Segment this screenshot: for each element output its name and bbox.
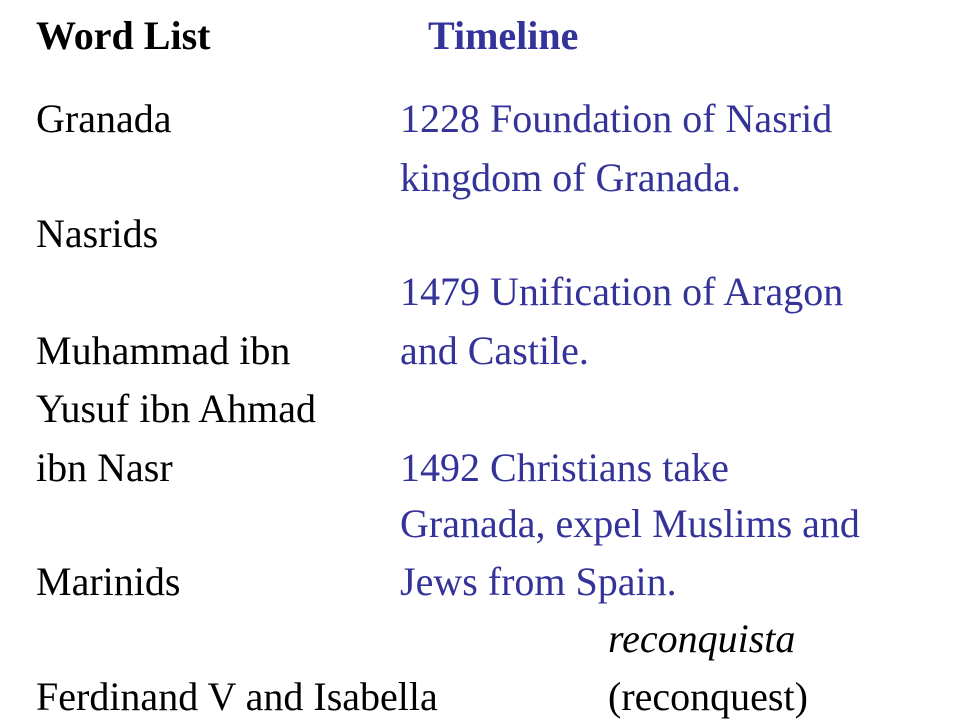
timeline-1228-line1: 1228 Foundation of Nasrid (400, 96, 833, 141)
timeline-heading: Timeline (428, 13, 579, 58)
word-list-heading: Word List (36, 13, 211, 58)
word-nasrids: Nasrids (36, 211, 159, 256)
word-muhammad-line1: Muhammad ibn (36, 328, 291, 373)
timeline-1479-line2: and Castile. (400, 328, 589, 373)
timeline-1228-line2: kingdom of Granada. (400, 155, 742, 200)
timeline-1492-line3: Jews from Spain. (400, 559, 677, 604)
word-muhammad-line2: Yusuf ibn Ahmad (36, 386, 316, 431)
word-marinids: Marinids (36, 559, 181, 604)
reconquista-translation: (reconquest) (608, 674, 808, 719)
word-granada: Granada (36, 96, 172, 141)
word-ferdinand-isabella: Ferdinand V and Isabella (36, 674, 438, 719)
timeline-1492-line2: Granada, expel Muslims and (400, 501, 860, 546)
timeline-1479-line1: 1479 Unification of Aragon (400, 269, 844, 314)
timeline-1492-line1: 1492 Christians take (400, 445, 729, 490)
word-muhammad-line3: ibn Nasr (36, 445, 173, 490)
reconquista-term: reconquista (608, 616, 796, 661)
